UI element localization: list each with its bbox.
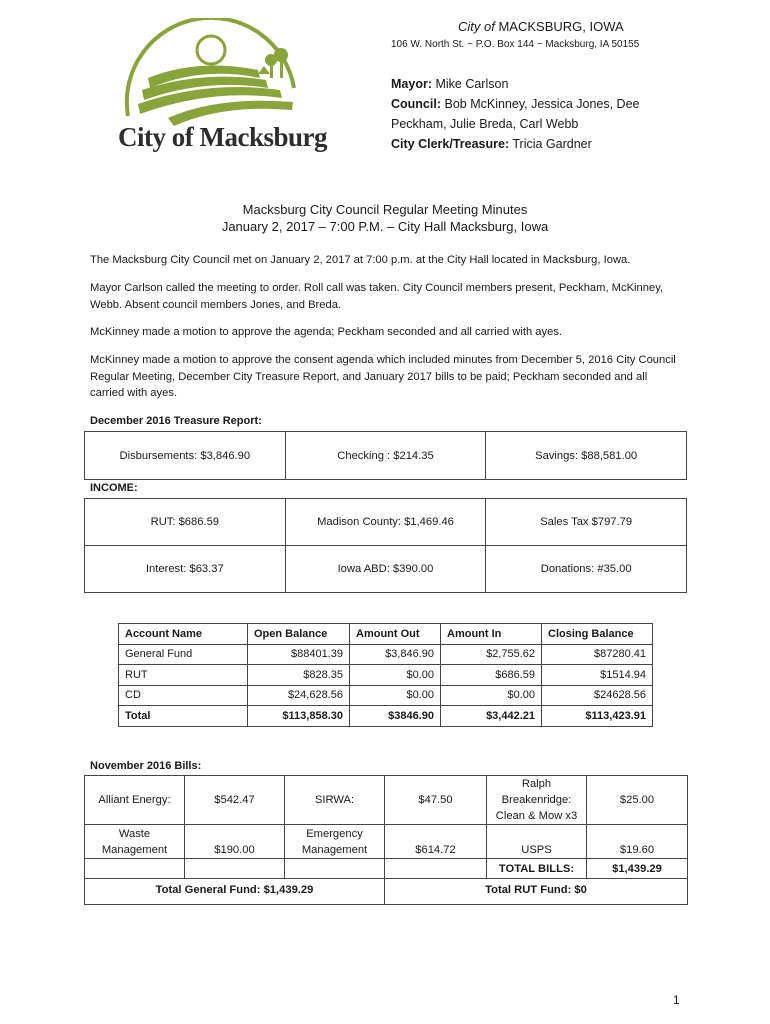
amount-in: $0.00: [441, 685, 542, 706]
page-number: 1: [673, 993, 680, 1007]
total-row: [119, 706, 653, 727]
emergency-amount: $614.72: [385, 825, 487, 859]
address-line: 106 W. North St. ~ P.O. Box 144 ~ Macksburg, IA 50155: [391, 39, 640, 50]
emergency-label: Emergency Management: [285, 825, 385, 859]
paragraph-1: The Macksburg City Council met on January 2, 2017 at 7:00 p.m. at the City Hall located in Macksburg, Iowa.: [90, 254, 631, 266]
table-row: [119, 685, 653, 706]
account-table: [118, 623, 653, 727]
waste-amount: $190.00: [185, 825, 285, 859]
closing-balance: $1514.94: [542, 665, 653, 686]
amount-out: $3846.90: [350, 706, 441, 727]
disbursements-cell: Disbursements: $3,846.90: [85, 432, 286, 480]
closing-balance: $113,423.91: [542, 706, 653, 727]
treasure-table: [84, 431, 687, 480]
council-label: Council:: [391, 97, 441, 111]
mayor-line: [391, 74, 651, 94]
total-general-fund: Total General Fund: $1,439.29: [85, 879, 385, 905]
total-bills-amount: $1,439.29: [587, 859, 688, 879]
rut-cell: RUT: $686.59: [85, 499, 286, 546]
amount-in: $3,442.21: [441, 706, 542, 727]
council-line: [391, 94, 651, 134]
paragraph-2: Mayor Carlson called the meeting to order. Roll call was taken. City Council members present, Peckham, McKinney, Webb. Absent council members Jones, and Breda.: [90, 282, 664, 311]
total-bills-label: TOTAL BILLS:: [487, 859, 587, 879]
income-heading: INCOME:: [90, 482, 138, 494]
city-line: [458, 19, 624, 34]
empty-cell: [85, 859, 185, 879]
clerk-label: City Clerk/Treasure:: [391, 137, 510, 151]
open-balance: $828.35: [248, 665, 350, 686]
checking-cell: Checking : $214.35: [285, 432, 486, 480]
col-amount-in: Amount In: [441, 624, 542, 645]
alliant-label: Alliant Energy:: [85, 776, 185, 825]
savings-cell: Savings: $88,581.00: [486, 432, 687, 480]
amount-out: $0.00: [350, 665, 441, 686]
closing-balance: $87280.41: [542, 644, 653, 665]
amount-out: $3,846.90: [350, 644, 441, 665]
bills-heading: November 2016 Bills:: [90, 760, 202, 772]
waste-label: Waste Management: [85, 825, 185, 859]
minutes-title: [0, 201, 770, 235]
city-prefix: City of: [458, 19, 495, 34]
empty-cell: [185, 859, 285, 879]
col-account-name: Account Name: [119, 624, 248, 645]
col-amount-out: Amount Out: [350, 624, 441, 645]
usps-label: USPS: [487, 825, 587, 859]
col-open-balance: Open Balance: [248, 624, 350, 645]
total-rut-fund: Total RUT Fund: $0: [385, 879, 688, 905]
income-table: [84, 498, 687, 593]
paragraph-3: McKinney made a motion to approve the agenda; Peckham seconded and all carried with ayes.: [90, 326, 563, 338]
paragraph-4: McKinney made a motion to approve the consent agenda which included minutes from December 5, 2016 City Council Regular Meeting, December City Treasure Report, and January 2017 bills to be paid; Peckham seconded and all carried with ayes.: [90, 354, 676, 399]
account-name: RUT: [119, 665, 248, 686]
mayor-label: Mayor:: [391, 77, 432, 91]
donations-cell: Donations: #35.00: [486, 546, 687, 593]
account-name: Total: [119, 706, 248, 727]
ralph-label: Ralph Breakenridge: Clean & Mow x3: [487, 776, 587, 825]
ralph-amount: $25.00: [587, 776, 688, 825]
open-balance: $88401.39: [248, 644, 350, 665]
account-name: General Fund: [119, 644, 248, 665]
table-row: [119, 665, 653, 686]
col-closing-balance: Closing Balance: [542, 624, 653, 645]
treasure-heading: December 2016 Treasure Report:: [90, 415, 262, 427]
interest-cell: Interest: $63.37: [85, 546, 286, 593]
empty-cell: [385, 859, 487, 879]
title-line-1: Macksburg City Council Regular Meeting Minutes: [242, 202, 528, 217]
sirwa-label: SIRWA:: [285, 776, 385, 825]
empty-cell: [285, 859, 385, 879]
usps-amount: $19.60: [587, 825, 688, 859]
clerk-name: Tricia Gardner: [512, 137, 592, 151]
amount-out: $0.00: [350, 685, 441, 706]
table-row: [119, 644, 653, 665]
open-balance: $113,858.30: [248, 706, 350, 727]
title-line-2: January 2, 2017 – 7:00 P.M. – City Hall Macksburg, Iowa: [221, 219, 549, 234]
account-name: CD: [119, 685, 248, 706]
clerk-line: [391, 134, 651, 154]
closing-balance: $24628.56: [542, 685, 653, 706]
amount-in: $686.59: [441, 665, 542, 686]
madison-cell: Madison County: $1,469.46: [285, 499, 486, 546]
bills-table: [84, 775, 688, 905]
council-members: Bob McKinney, Jessica Jones, Dee Peckham, Julie Breda, Carl Webb: [391, 97, 640, 131]
mayor-name: Mike Carlson: [435, 77, 509, 91]
alliant-amount: $542.47: [185, 776, 285, 825]
sales-tax-cell: Sales Tax $797.79: [486, 499, 687, 546]
iowa-abd-cell: Iowa ABD: $390.00: [285, 546, 486, 593]
amount-in: $2,755.62: [441, 644, 542, 665]
city-name: MACKSBURG, IOWA: [498, 19, 624, 34]
sirwa-amount: $47.50: [385, 776, 487, 825]
open-balance: $24,628.56: [248, 685, 350, 706]
logo-text: City of Macksburg: [118, 122, 327, 152]
